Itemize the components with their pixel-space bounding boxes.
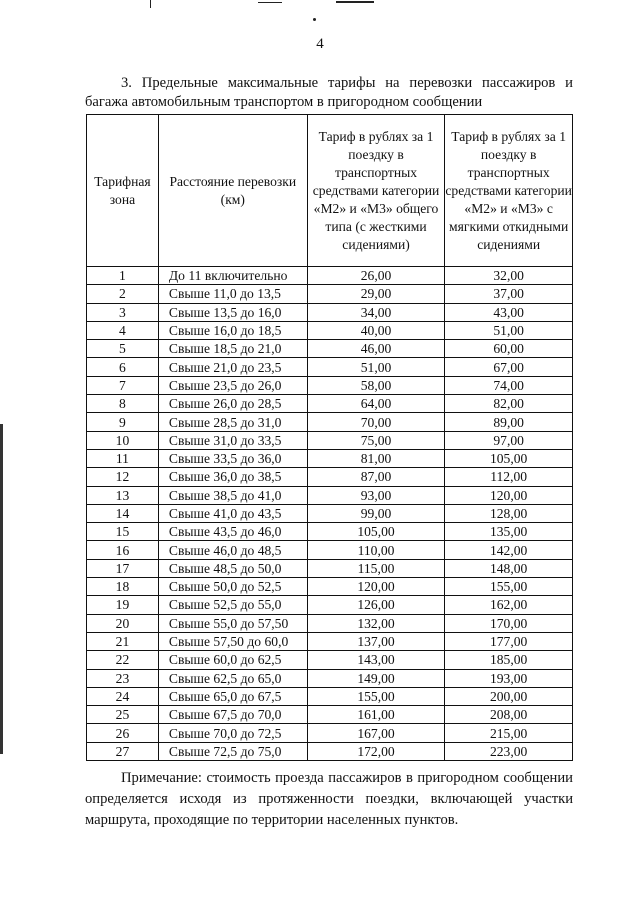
- cell-distance: Свыше 70,0 до 72,5: [158, 724, 307, 742]
- cell-distance: Свыше 33,5 до 36,0: [158, 449, 307, 467]
- table-row: [87, 706, 573, 724]
- table-row: [87, 578, 573, 596]
- cell-tariff-soft: 162,00: [445, 596, 573, 614]
- cell-tariff-soft: 43,00: [445, 303, 573, 321]
- cell-tariff-soft: 32,00: [445, 267, 573, 285]
- table-body: [87, 267, 573, 761]
- cell-tariff-hard: 132,00: [307, 614, 445, 632]
- table-row: [87, 724, 573, 742]
- cell-tariff-soft: 193,00: [445, 669, 573, 687]
- cell-zone: 11: [87, 449, 159, 467]
- header-zone: Тарифная зона: [87, 115, 159, 267]
- note-paragraph: Примечание: стоимость проезда пассажиров в пригородном сообщении определяется исходя из протяженности поездки, включающей участки маршрута, проходящие по территории населенных пунктов.: [85, 770, 573, 828]
- table-row: [87, 669, 573, 687]
- cell-distance: Свыше 60,0 до 62,5: [158, 651, 307, 669]
- cell-tariff-soft: 142,00: [445, 541, 573, 559]
- cell-zone: 8: [87, 395, 159, 413]
- tariff-table: [86, 114, 573, 761]
- cell-zone: 18: [87, 578, 159, 596]
- cell-tariff-hard: 149,00: [307, 669, 445, 687]
- cell-distance: Свыше 48,5 до 50,0: [158, 559, 307, 577]
- cell-tariff-hard: 34,00: [307, 303, 445, 321]
- cell-tariff-soft: 74,00: [445, 376, 573, 394]
- cell-tariff-soft: 128,00: [445, 504, 573, 522]
- cell-distance: Свыше 11,0 до 13,5: [158, 285, 307, 303]
- table-row: [87, 431, 573, 449]
- cell-tariff-hard: 115,00: [307, 559, 445, 577]
- table-row: [87, 449, 573, 467]
- cell-tariff-soft: 89,00: [445, 413, 573, 431]
- cell-tariff-soft: 215,00: [445, 724, 573, 742]
- cell-tariff-soft: 97,00: [445, 431, 573, 449]
- page-number: 4: [316, 36, 324, 52]
- cell-tariff-hard: 64,00: [307, 395, 445, 413]
- table-row: [87, 267, 573, 285]
- cell-tariff-soft: 185,00: [445, 651, 573, 669]
- cell-tariff-soft: 105,00: [445, 449, 573, 467]
- cell-tariff-hard: 161,00: [307, 706, 445, 724]
- cell-tariff-hard: 143,00: [307, 651, 445, 669]
- cell-distance: Свыше 55,0 до 57,50: [158, 614, 307, 632]
- cell-distance: Свыше 57,50 до 60,0: [158, 632, 307, 650]
- cell-zone: 6: [87, 358, 159, 376]
- cell-zone: 3: [87, 303, 159, 321]
- cell-distance: Свыше 13,5 до 16,0: [158, 303, 307, 321]
- table-row: [87, 742, 573, 760]
- cell-distance: Свыше 26,0 до 28,5: [158, 395, 307, 413]
- scan-artifact: [150, 0, 151, 8]
- cell-zone: 12: [87, 468, 159, 486]
- cell-distance: Свыше 38,5 до 41,0: [158, 486, 307, 504]
- cell-tariff-soft: 170,00: [445, 614, 573, 632]
- cell-distance: Свыше 31,0 до 33,5: [158, 431, 307, 449]
- cell-zone: 25: [87, 706, 159, 724]
- cell-tariff-hard: 110,00: [307, 541, 445, 559]
- cell-zone: 16: [87, 541, 159, 559]
- scan-artifact: [258, 2, 282, 3]
- cell-zone: 13: [87, 486, 159, 504]
- section-heading: 3. Предельные максимальные тарифы на перевозки пассажиров и багажа автомобильным транспортом в пригородном сообщении: [85, 75, 573, 110]
- cell-zone: 15: [87, 523, 159, 541]
- table-row: [87, 285, 573, 303]
- cell-distance: Свыше 67,5 до 70,0: [158, 706, 307, 724]
- cell-tariff-hard: 46,00: [307, 340, 445, 358]
- cell-distance: Свыше 72,5 до 75,0: [158, 742, 307, 760]
- cell-tariff-soft: 60,00: [445, 340, 573, 358]
- cell-distance: Свыше 18,5 до 21,0: [158, 340, 307, 358]
- header-tariff-hard: Тариф в рублях за 1 поездку в транспортных средствами категории «М2» и «М3» общего типа (с жесткими сидениями): [307, 115, 445, 267]
- cell-tariff-soft: 67,00: [445, 358, 573, 376]
- cell-distance: Свыше 16,0 до 18,5: [158, 321, 307, 339]
- table-row: [87, 614, 573, 632]
- cell-tariff-hard: 155,00: [307, 687, 445, 705]
- cell-tariff-soft: 51,00: [445, 321, 573, 339]
- table-row: [87, 340, 573, 358]
- table-row: [87, 504, 573, 522]
- table-row: [87, 632, 573, 650]
- table-row: [87, 321, 573, 339]
- table-row: [87, 468, 573, 486]
- header-distance: Расстояние перевозки (км): [158, 115, 307, 267]
- cell-tariff-hard: 58,00: [307, 376, 445, 394]
- scan-edge-mark: [0, 424, 3, 754]
- cell-zone: 5: [87, 340, 159, 358]
- cell-zone: 10: [87, 431, 159, 449]
- table-row: [87, 541, 573, 559]
- cell-tariff-hard: 70,00: [307, 413, 445, 431]
- cell-zone: 24: [87, 687, 159, 705]
- cell-distance: Свыше 62,5 до 65,0: [158, 669, 307, 687]
- cell-tariff-hard: 137,00: [307, 632, 445, 650]
- cell-distance: Свыше 36,0 до 38,5: [158, 468, 307, 486]
- cell-zone: 26: [87, 724, 159, 742]
- cell-zone: 4: [87, 321, 159, 339]
- cell-tariff-soft: 148,00: [445, 559, 573, 577]
- cell-distance: Свыше 23,5 до 26,0: [158, 376, 307, 394]
- cell-tariff-hard: 167,00: [307, 724, 445, 742]
- cell-distance: Свыше 43,5 до 46,0: [158, 523, 307, 541]
- cell-tariff-hard: 40,00: [307, 321, 445, 339]
- cell-tariff-hard: 126,00: [307, 596, 445, 614]
- cell-tariff-soft: 37,00: [445, 285, 573, 303]
- table-row: [87, 486, 573, 504]
- cell-tariff-soft: 200,00: [445, 687, 573, 705]
- table-row: [87, 413, 573, 431]
- cell-zone: 14: [87, 504, 159, 522]
- cell-zone: 1: [87, 267, 159, 285]
- table-row: [87, 651, 573, 669]
- cell-tariff-hard: 120,00: [307, 578, 445, 596]
- cell-tariff-hard: 105,00: [307, 523, 445, 541]
- cell-tariff-soft: 135,00: [445, 523, 573, 541]
- cell-tariff-hard: 93,00: [307, 486, 445, 504]
- cell-tariff-soft: 120,00: [445, 486, 573, 504]
- cell-distance: До 11 включительно: [158, 267, 307, 285]
- cell-distance: Свыше 52,5 до 55,0: [158, 596, 307, 614]
- table-row: [87, 687, 573, 705]
- scan-artifact: [313, 18, 316, 21]
- cell-distance: Свыше 41,0 до 43,5: [158, 504, 307, 522]
- cell-tariff-soft: 82,00: [445, 395, 573, 413]
- cell-zone: 19: [87, 596, 159, 614]
- cell-tariff-soft: 155,00: [445, 578, 573, 596]
- cell-zone: 7: [87, 376, 159, 394]
- table-header-row: [87, 115, 573, 267]
- cell-zone: 2: [87, 285, 159, 303]
- cell-tariff-hard: 29,00: [307, 285, 445, 303]
- cell-distance: Свыше 50,0 до 52,5: [158, 578, 307, 596]
- table-row: [87, 303, 573, 321]
- cell-distance: Свыше 46,0 до 48,5: [158, 541, 307, 559]
- cell-tariff-hard: 87,00: [307, 468, 445, 486]
- cell-tariff-soft: 208,00: [445, 706, 573, 724]
- cell-distance: Свыше 65,0 до 67,5: [158, 687, 307, 705]
- cell-tariff-hard: 26,00: [307, 267, 445, 285]
- cell-tariff-soft: 177,00: [445, 632, 573, 650]
- table-row: [87, 596, 573, 614]
- cell-zone: 20: [87, 614, 159, 632]
- table-row: [87, 559, 573, 577]
- scan-artifact: [336, 1, 374, 3]
- cell-distance: Свыше 21,0 до 23,5: [158, 358, 307, 376]
- cell-tariff-hard: 99,00: [307, 504, 445, 522]
- cell-tariff-soft: 223,00: [445, 742, 573, 760]
- cell-zone: 21: [87, 632, 159, 650]
- cell-zone: 17: [87, 559, 159, 577]
- cell-tariff-hard: 75,00: [307, 431, 445, 449]
- cell-zone: 22: [87, 651, 159, 669]
- cell-zone: 9: [87, 413, 159, 431]
- cell-tariff-hard: 172,00: [307, 742, 445, 760]
- cell-distance: Свыше 28,5 до 31,0: [158, 413, 307, 431]
- table-row: [87, 376, 573, 394]
- table-row: [87, 358, 573, 376]
- header-tariff-soft: Тариф в рублях за 1 поездку в транспортных средствами категории «М2» и «М3» с мягкими откидными сидениями: [445, 115, 573, 267]
- cell-tariff-soft: 112,00: [445, 468, 573, 486]
- cell-zone: 23: [87, 669, 159, 687]
- cell-tariff-hard: 81,00: [307, 449, 445, 467]
- cell-zone: 27: [87, 742, 159, 760]
- cell-tariff-hard: 51,00: [307, 358, 445, 376]
- table-row: [87, 523, 573, 541]
- table-row: [87, 395, 573, 413]
